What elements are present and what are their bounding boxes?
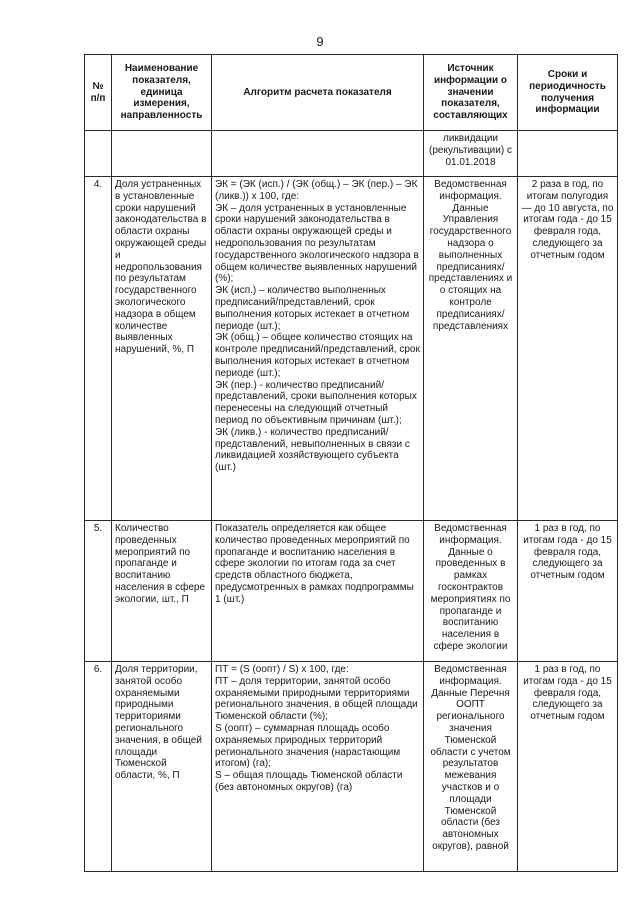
cell-name: Доля устраненных в установленные сроки нарушений законодательства в области охраны окружающей среды и недропользования по результатам государственного экологического надзора в общем количестве выявленных нарушений, %, П [112, 177, 212, 521]
cell-period [518, 131, 618, 177]
cell-num [85, 131, 112, 177]
cell-name: Количество проведенных мероприятий по пропаганде и воспитанию населения в сфере экологии, шт., П [112, 521, 212, 662]
table-header-row [85, 55, 618, 131]
cell-period: 1 раз в год, по итогам года - до 15 февраля года, следующего за отчетным годом [518, 662, 618, 872]
cell-source: Ведомственная информация. Данные Перечня ООПТ регионального значения Тюменской области с учетом результатов межевания участков и о площади Тюменской области (без автономных округов), равной [424, 662, 518, 872]
algorithm-formula: ЭК = (ЭК (исп.) / (ЭК (общ.) – ЭК (пер.) – ЭК (ликв.)) х 100, где: [215, 179, 418, 202]
cell-algorithm [212, 131, 424, 177]
algorithm-line: ЭК (пер.) - количество предписаний/представлений, сроки выполнения которых перенесены на следующий отчетный период по объективным причинам (шт.); [215, 379, 417, 426]
cell-name [112, 131, 212, 177]
algorithm-line: S – общая площадь Тюменской области (без автономных округов) (га) [215, 770, 403, 793]
cell-algorithm [212, 662, 424, 872]
cell-num: 5. [85, 521, 112, 662]
indicators-table [84, 54, 618, 872]
header-period: Сроки и периодичность получения информации [518, 55, 618, 131]
algorithm-line: ЭК (исп.) – количество выполненных предписаний/представлений, срок выполнения которых истекает в отчетном периоде (шт.); [215, 285, 410, 332]
cell-period: 1 раз в год, по итогам года - до 15 февраля года, следующего за отчетным годом [518, 521, 618, 662]
algorithm-line: Показатель определяется как общее количество проведенных мероприятий по пропаганде и воспитанию населения в сфере экологии по итогам года за счет средств областного бюджета, предусмотренных в рамках подпрограммы 1 (шт.) [215, 523, 414, 605]
header-num: № п/п [85, 55, 112, 131]
cell-algorithm [212, 177, 424, 521]
algorithm-line: ЭК (ликв.) - количество предписаний/представлений, невыполненных в связи с ликвидацией хозяйствующего субъекта (шт.) [215, 426, 410, 474]
cell-num: 6. [85, 662, 112, 872]
header-source: Источник информации о значении показателя, составляющих [424, 55, 518, 131]
table-row-continuation [85, 131, 618, 177]
header-algorithm: Алгоритм расчета показателя [212, 55, 424, 131]
algorithm-line: ЭК (общ.) – общее количество стоящих на контроле предписаний/представлений, срок выполнения которых истекает в отчетном периоде (шт.); [215, 332, 420, 379]
cell-source: ликвидации (рекультивации) с 01.01.2018 [424, 131, 518, 177]
algorithm-line: S (оопт) – суммарная площадь особо охраняемых природных территорий регионального значения (нарастающим итогом) (га); [215, 722, 401, 770]
cell-algorithm [212, 521, 424, 662]
cell-source: Ведомственная информация. Данные о проведенных в рамках госконтрактов мероприятиях по пропаганде и воспитанию населения в сфере экологии [424, 521, 518, 662]
table-row [85, 662, 618, 872]
cell-name: Доля территории, занятой особо охраняемыми природными территориями регионального значения, в общей площади Тюменской области, %, П [112, 662, 212, 872]
algorithm-formula: ПТ = (S (оопт) / S) х 100, где: [215, 664, 349, 675]
table-row [85, 521, 618, 662]
header-name: Наименование показателя, единица измерения, направленность [112, 55, 212, 131]
algorithm-line: ЭК – доля устраненных в установленные сроки нарушений законодательства в области охраны окружающей среды и недропользования по результатам государственного экологического надзора в общем количестве выявленных нарушений (%); [215, 202, 419, 285]
cell-num: 4. [85, 177, 112, 521]
cell-source: Ведомственная информация. Данные Управления государственного надзора о выполненных предписаниях/ представлениях и о стоящих на контроле предписаниях/представлениях [424, 177, 518, 521]
page-number: 9 [316, 34, 324, 49]
cell-period: 2 раза в год, по итогам полугодия — до 10 августа, по итогам года - до 15 февраля года, следующего за отчетным годом [518, 177, 618, 521]
algorithm-line: ПТ – доля территории, занятой особо охраняемыми природными территориями регионального значения, в общей площади Тюменской области (%); [215, 675, 418, 723]
table-row [85, 177, 618, 521]
